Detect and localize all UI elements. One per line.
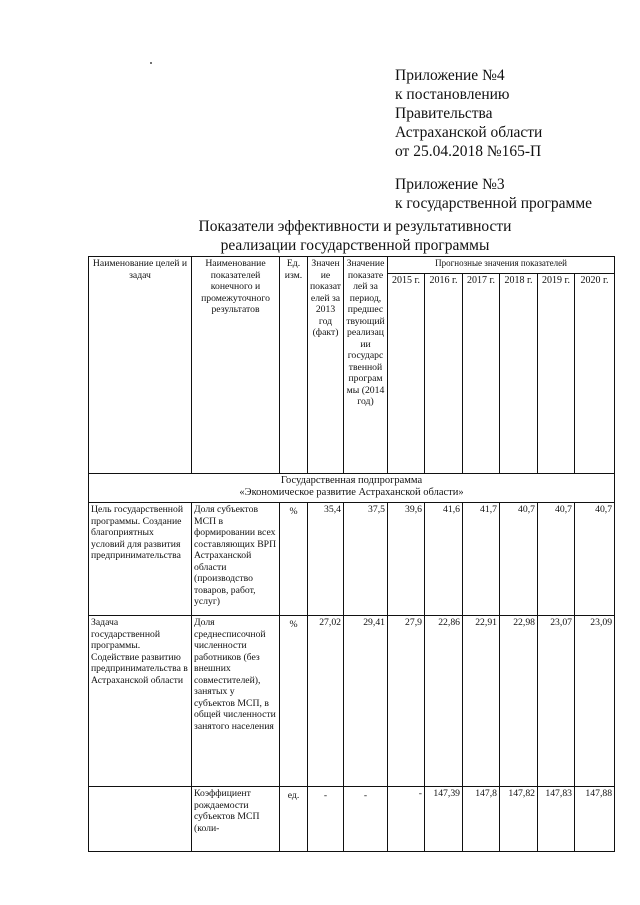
table-row [89, 787, 615, 852]
appendix-line: к постановлению [395, 86, 510, 103]
section-line-2: «Экономическое развитие Астраханской области» [239, 487, 464, 498]
value-prev-cell: 37,5 [344, 503, 388, 616]
title-line-2: реализации государственной программы [220, 237, 490, 254]
appendix-line: Приложение №4 [395, 67, 505, 84]
header-goals: Наименование целей и задач [89, 257, 192, 474]
value-2013-cell: 35,4 [308, 503, 344, 616]
unit-cell: ед. [280, 787, 308, 852]
appendix-block [395, 66, 635, 213]
appendix-line: Астраханской области [395, 124, 543, 141]
indicator-cell: Доля субъектов МСП в формировании всех составляющих ВРП Астраханской области (производство товаров, работ, услуг) [192, 503, 280, 616]
header-indicator: Наименование показателей конечного и промежуточного результатов [192, 257, 280, 474]
table-row [89, 616, 615, 787]
header-year: 2017 г. [463, 274, 500, 474]
section-row [89, 474, 615, 503]
appendix-line: Приложение №3 [395, 176, 505, 193]
appendix-line: Правительства [395, 105, 493, 122]
value-2013-cell: 27,02 [308, 616, 344, 787]
year-value-cell: 147,83 [538, 787, 575, 852]
year-value-cell: 40,7 [538, 503, 575, 616]
header-unit: Ед. изм. [280, 257, 308, 474]
year-value-cell: 22,91 [463, 616, 500, 787]
value-2013-cell: - [308, 787, 344, 852]
year-value-cell: 147,39 [425, 787, 463, 852]
section-title [89, 474, 615, 503]
scan-dot [150, 62, 152, 64]
header-year: 2016 г. [425, 274, 463, 474]
appendix-date-line: от 25.04.2018 №165-П [395, 143, 542, 160]
year-value-cell: 22,98 [500, 616, 538, 787]
year-value-cell: 147,8 [463, 787, 500, 852]
unit-cell: % [280, 503, 308, 616]
table-row [89, 503, 615, 616]
header-forecast: Прогнозные значения показателей [388, 257, 615, 274]
year-value-cell: 41,7 [463, 503, 500, 616]
year-value-cell: 147,88 [575, 787, 615, 852]
header-year: 2015 г. [388, 274, 425, 474]
year-value-cell: 40,7 [500, 503, 538, 616]
goal-cell: Цель государственной программы. Создание благоприятных условий для развития предпринимательства [89, 503, 192, 616]
year-value-cell: 23,09 [575, 616, 615, 787]
header-row [89, 257, 615, 274]
year-value-cell: 39,6 [388, 503, 425, 616]
header-year: 2018 г. [500, 274, 538, 474]
year-value-cell: 22,86 [425, 616, 463, 787]
header-year: 2019 г. [538, 274, 575, 474]
header-value-prev: Значение показателей за период, предшествующий реализации государственной программы (2014 год) [344, 257, 388, 474]
year-value-cell: 40,7 [575, 503, 615, 616]
section-line-1: Государственная подпрограмма [280, 475, 423, 486]
title-line-1: Показатели эффективности и результативности [198, 218, 512, 235]
year-value-cell: 41,6 [425, 503, 463, 616]
value-prev-cell: - [344, 787, 388, 852]
appendix-line: к государственной программе [395, 195, 593, 212]
document-title [170, 217, 540, 255]
indicators-table [88, 256, 615, 852]
year-value-cell: 23,07 [538, 616, 575, 787]
year-value-cell: 147,82 [500, 787, 538, 852]
goal-cell: Задача государственной программы. Содействие развитию предпринимательства в Астраханской области [89, 616, 192, 787]
indicator-cell: Доля среднесписочной численности работников (без внешних совместителей), занятых у субъектов МСП, в общей численности занятого населения [192, 616, 280, 787]
goal-cell [89, 787, 192, 852]
header-value-2013: Значение показателей за 2013 год (факт) [308, 257, 344, 474]
unit-cell: % [280, 616, 308, 787]
year-value-cell: - [388, 787, 425, 852]
year-value-cell: 27,9 [388, 616, 425, 787]
indicator-cell: Коэффициент рождаемости субъектов МСП (коли- [192, 787, 280, 852]
header-year: 2020 г. [575, 274, 615, 474]
value-prev-cell: 29,41 [344, 616, 388, 787]
